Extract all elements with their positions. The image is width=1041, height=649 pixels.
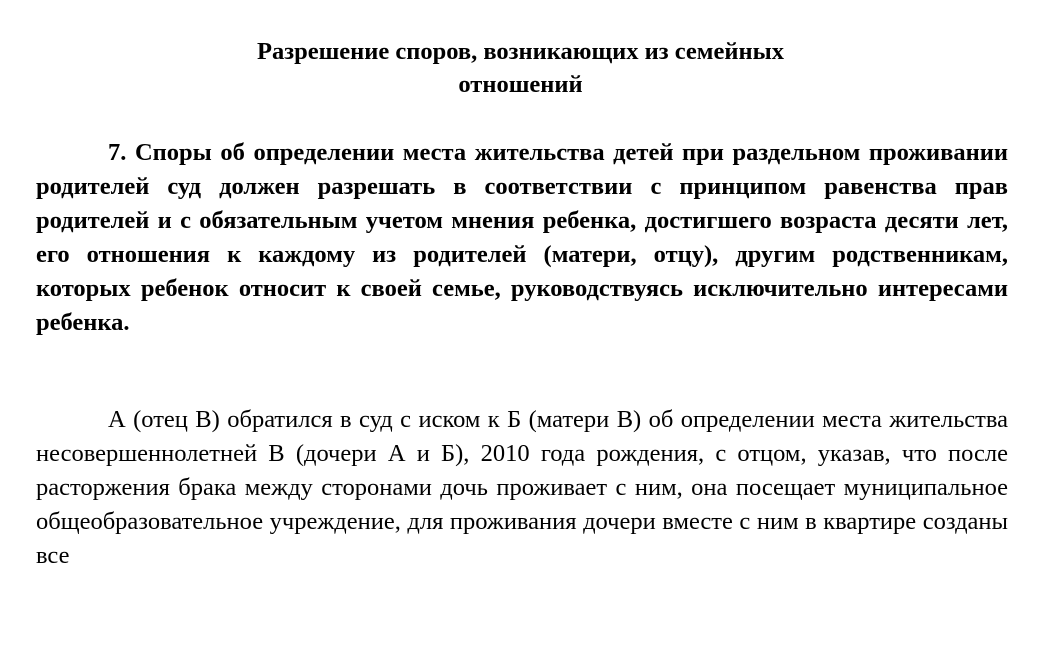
section-heading-line-2: отношений	[458, 71, 583, 98]
case-example-paragraph	[36, 403, 1008, 573]
ruling-paragraph-7	[36, 136, 1008, 340]
section-heading-line-1: Разрешение споров, возникающих из семейных	[257, 38, 784, 65]
ruling-paragraph-7-text: 7. Споры об определении места жительства детей при раздельном проживании родителей суд должен разрешать в соответствии с принципом равенства прав родителей и с обязательным учетом мнения ребенка, достигшего возраста десяти лет, его отношения к каждому из родителей (матери, отцу), другим родственникам, которых ребенок относит к своей семье, руководствуясь исключительно интересами ребенка.	[36, 139, 1008, 336]
case-example-text: А (отец В) обратился в суд с иском к Б (матери В) об определении места жительства несовершеннолетней В (дочери А и Б), 2010 года рождения, с отцом, указав, что после расторжения брака между сторонами дочь проживает с ним, она посещает муниципальное общеобразовательное учреждение, для проживания дочери вместе с ним в квартире созданы все	[36, 406, 1008, 569]
section-heading	[0, 35, 1041, 101]
